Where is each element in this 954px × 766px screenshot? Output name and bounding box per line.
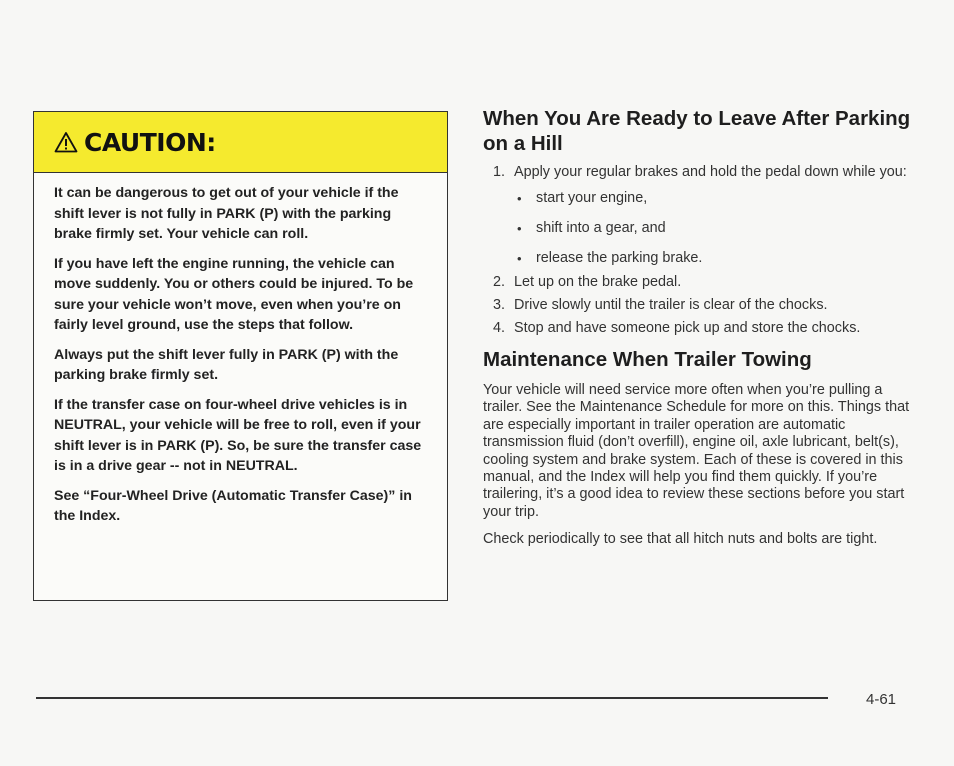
section-heading-leaving-hill: When You Are Ready to Leave After Parking on a Hill — [483, 107, 911, 155]
step-item — [483, 274, 913, 291]
maintenance-paragraph: Check periodically to see that all hitch nuts and bolts are tight. — [483, 531, 878, 548]
page-number: 4-61 — [866, 691, 897, 708]
bullet-text: start your engine, — [536, 190, 648, 206]
step-text: Drive slowly until the trailer is clear of the chocks. — [514, 297, 828, 313]
step-text: Stop and have someone pick up and store the chocks. — [514, 320, 861, 336]
bullet-item — [514, 220, 913, 237]
caution-paragraph: Always put the shift lever fully in PARK (P) with the parking brake firmly set. — [54, 346, 399, 383]
caution-header — [34, 112, 447, 173]
step-text: Let up on the brake pedal. — [514, 274, 682, 290]
step-item — [483, 164, 913, 267]
caution-title: CAUTION: — [84, 127, 216, 157]
step-item — [483, 297, 913, 314]
step-text: Apply your regular brakes and hold the pedal down while you: — [514, 164, 907, 180]
caution-paragraph: If the transfer case on four-wheel drive vehicles is in NEUTRAL, your vehicle will be free to roll, even if your shift lever is in PARK (P). So, be sure the transfer case is in a drive gear -- not in NEUTRAL. — [54, 396, 422, 474]
step-number: 3. — [493, 297, 506, 313]
caution-title-group — [54, 128, 216, 157]
bullet-item — [514, 190, 913, 207]
step-number: 1. — [493, 164, 506, 180]
bullet-list — [514, 190, 913, 267]
bullet-icon: • — [517, 251, 522, 266]
caution-paragraph: If you have left the engine running, the vehicle can move suddenly. You or others could be injured. To be sure your vehicle won’t move, even when you’re on fairly level ground, use the steps that follow. — [54, 255, 414, 333]
footer-rule — [36, 697, 828, 699]
right-column — [483, 106, 913, 549]
step-item — [483, 320, 913, 337]
caution-paragraph: It can be dangerous to get out of your vehicle if the shift lever is not fully in PARK (P) with the parking brake firmly set. Your vehicle can roll. — [54, 185, 399, 242]
bullet-text: shift into a gear, and — [536, 220, 666, 236]
maintenance-paragraph: Your vehicle will need service more often when you’re pulling a trailer. See the Maintenance Schedule for more on this. Things that are especially important in trailer operation are automatic transmission fluid (don’t overfill), engine oil, axle lubricant, belt(s), cooling system and brake system. Each of these is covered in this manual, and the Index will help you find them quickly. If you’re trailering, it’s a good idea to review these sections before you start your trip. — [483, 382, 910, 520]
bullet-text: release the parking brake. — [536, 250, 703, 266]
step-number: 4. — [493, 320, 506, 336]
section-heading-maintenance: Maintenance When Trailer Towing — [483, 348, 812, 371]
bullet-icon: • — [517, 221, 522, 236]
caution-body — [34, 173, 447, 527]
step-number: 2. — [493, 274, 506, 290]
caution-paragraph: See “Four-Wheel Drive (Automatic Transfer Case)” in the Index. — [54, 487, 412, 524]
bullet-item — [514, 250, 913, 267]
warning-triangle-icon — [54, 131, 78, 153]
caution-box — [33, 111, 448, 601]
bullet-icon: • — [517, 191, 522, 206]
steps-list — [483, 164, 913, 337]
